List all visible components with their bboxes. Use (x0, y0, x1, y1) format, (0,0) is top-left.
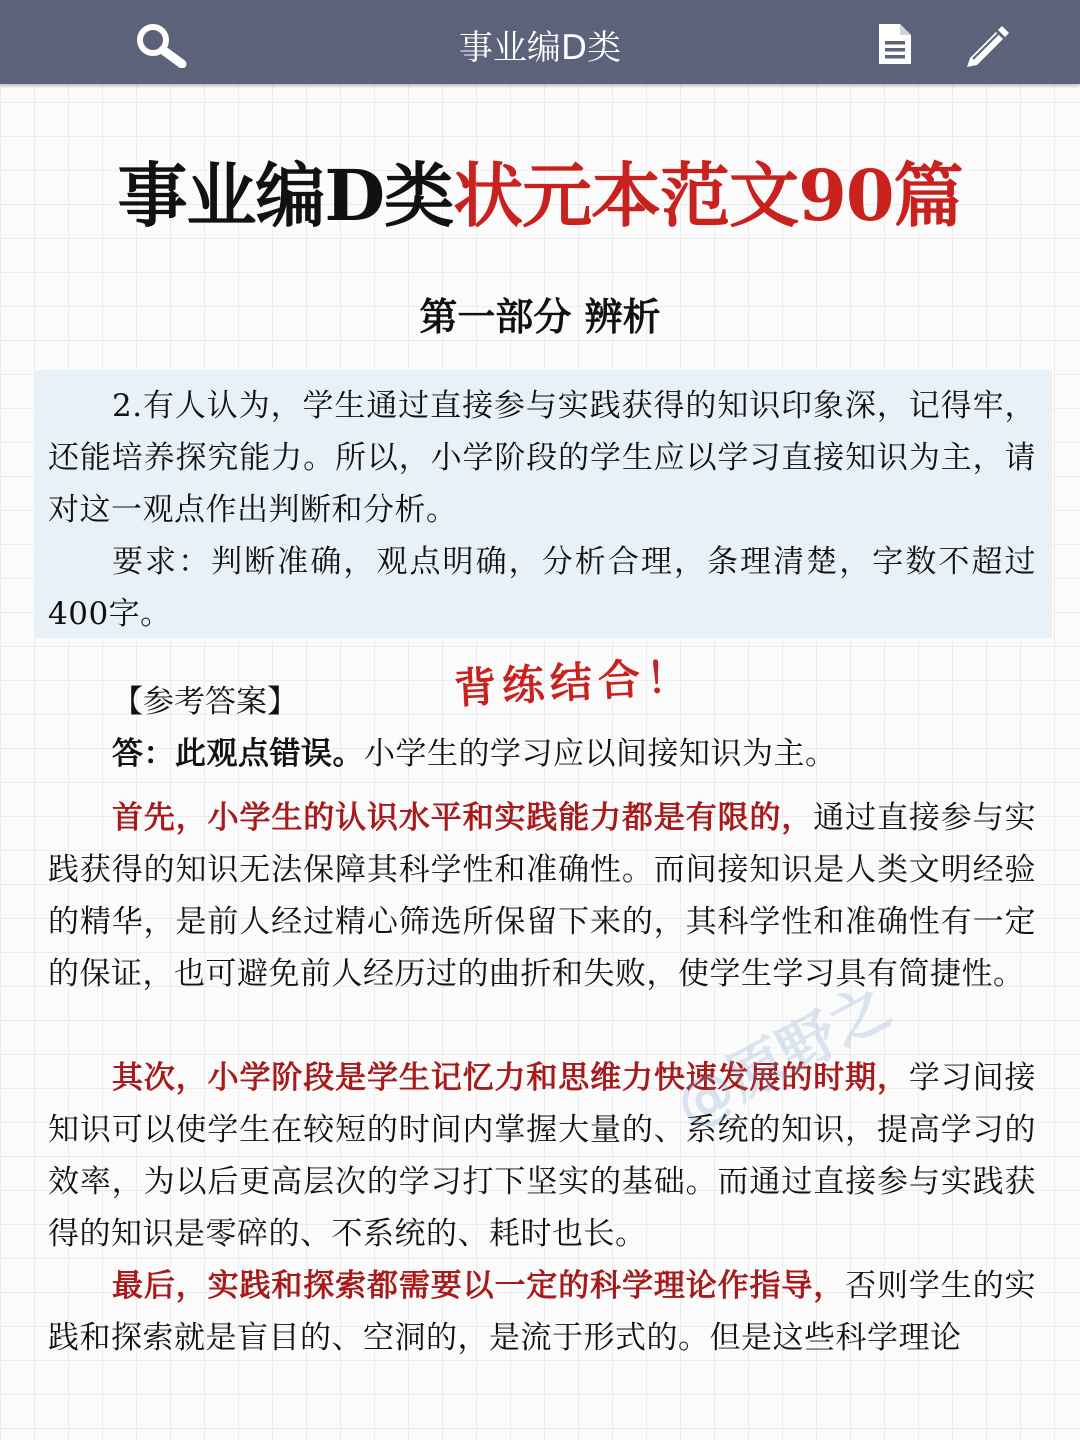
document-title (0, 140, 1080, 241)
paragraph-1-highlight: 首先，小学生的认识水平和实践能力都是有限的， (112, 800, 814, 836)
top-bar (0, 0, 1080, 84)
paragraph-1-body: 通过直接参与实践获得的知识无法保障其科学性和准确性。而间接知识是人类文明经验的精华，是前人经过精心筛选所保留下来的，其科学性和准确性有一定的保证，也可避免前人经历过的曲折和失败，使学生学习具有简捷性。 (48, 800, 1036, 992)
question-requirement: 要求：判断准确，观点明确，分析合理，条理清楚，字数不超过400字。 (48, 544, 1036, 632)
answer-paragraph-3 (48, 1260, 1036, 1364)
paragraph-3-highlight: 最后，实践和探索都需要以一定的科学理论作指导， (112, 1268, 846, 1304)
reference-answer-label: 【参考答案】 (112, 684, 298, 720)
pencil-icon[interactable] (962, 22, 1010, 72)
answer-lead (48, 728, 1036, 780)
answer-lead-bold: 答：此观点错误。 (112, 736, 364, 772)
section-title: 第一部分 辨析 (419, 294, 661, 339)
answer-lead-rest: 小学生的学习应以间接知识为主。 (364, 736, 837, 772)
paragraph-3-body: 否则学生的实践和探索就是盲目的、空洞的，是流于形式的。但是这些科学理论 (48, 1268, 1036, 1356)
answer-paragraph-2 (48, 1052, 1036, 1260)
title-red-part: 状元本范文90篇 (453, 154, 963, 237)
paragraph-2-highlight: 其次，小学阶段是学生记忆力和思维力快速发展的时期， (112, 1060, 909, 1096)
paragraph-2-body: 学习间接知识可以使学生在较短的时间内掌握大量的、系统的知识，提高学习的效率，为以后更高层次的学习打下坚实的基础。而通过直接参与实践获得的知识是零碎的、不系统的、耗时也长。 (48, 1060, 1036, 1252)
app-title: 事业编D类 (458, 28, 622, 68)
handwritten-note: 背练结合！ (453, 651, 696, 714)
document-icon[interactable] (876, 22, 914, 70)
title-black-part: 事业编D类 (117, 154, 454, 237)
answer-paragraph-1 (48, 792, 1036, 1000)
question-text: 2.有人认为，学生通过直接参与实践获得的知识印象深，记得牢，还能培养探究能力。所以，小学阶段的学生应以学习直接知识为主，请对这一观点作出判断和分析。 (48, 388, 1036, 528)
watermark: @原野之 (663, 971, 901, 1141)
